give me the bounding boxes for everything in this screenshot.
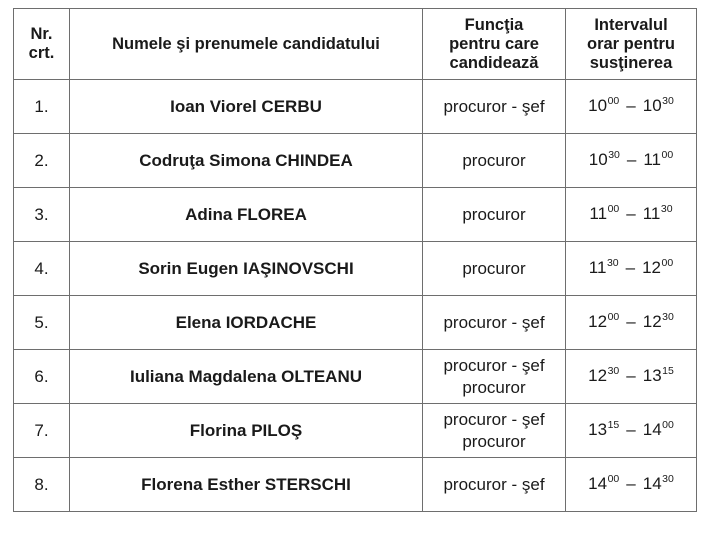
time-interval (566, 242, 697, 296)
start-hour: 10 (588, 149, 608, 169)
function-line: procuror (462, 204, 526, 224)
start-hour: 11 (589, 203, 608, 223)
time-interval (566, 80, 697, 134)
start-hour: 14 (588, 473, 608, 493)
end-hour: 13 (642, 365, 662, 385)
table-row (14, 134, 697, 188)
header-function-line: Funcţia (464, 15, 524, 34)
table-row (14, 242, 697, 296)
table-row (14, 350, 697, 404)
row-number: 8. (14, 458, 70, 512)
end-minute: 15 (662, 364, 674, 377)
candidate-function (423, 242, 566, 296)
row-number: 7. (14, 404, 70, 458)
table-row (14, 80, 697, 134)
candidate-function (423, 404, 566, 458)
candidate-function (423, 350, 566, 404)
header-name (70, 9, 423, 80)
start-hour: 10 (588, 95, 608, 115)
end-hour: 10 (642, 95, 662, 115)
function-line: procuror - şef (443, 312, 545, 332)
candidate-function (423, 134, 566, 188)
start-minute: 00 (607, 202, 620, 215)
interval-separator: – (626, 203, 636, 223)
start-minute: 30 (608, 148, 620, 161)
header-nr-line: Nr. (30, 25, 53, 43)
candidate-name: Adina FLOREA (70, 188, 423, 242)
candidate-name: Elena IORDACHE (70, 296, 423, 350)
candidate-function (423, 188, 566, 242)
start-hour: 13 (588, 419, 608, 439)
time-interval (566, 134, 697, 188)
end-hour: 11 (643, 149, 662, 169)
start-minute: 00 (607, 472, 620, 485)
start-hour: 11 (588, 257, 607, 277)
interval-separator: – (626, 365, 636, 385)
table-row (14, 296, 697, 350)
end-hour: 12 (642, 257, 662, 277)
header-function-line: pentru care (449, 34, 539, 53)
candidate-name: Sorin Eugen IAŞINOVSCHI (70, 242, 423, 296)
end-minute: 30 (660, 202, 673, 215)
function-line: procuror - şef (443, 409, 545, 429)
row-number: 1. (14, 80, 70, 134)
row-number: 4. (14, 242, 70, 296)
row-number: 6. (14, 350, 70, 404)
start-minute: 30 (607, 364, 620, 377)
time-interval (566, 188, 697, 242)
function-line: procuror (462, 150, 526, 170)
start-minute: 00 (607, 94, 620, 107)
header-row (14, 9, 697, 80)
candidate-name: Florina PILOŞ (70, 404, 423, 458)
time-interval (566, 350, 697, 404)
function-line: procuror - şef (443, 355, 545, 375)
candidate-name: Codruţa Simona CHINDEA (70, 134, 423, 188)
candidate-function (423, 458, 566, 512)
start-minute: 00 (607, 310, 620, 323)
header-function-line: candidează (449, 53, 539, 72)
interval-separator: – (626, 95, 636, 115)
start-minute: 15 (607, 418, 620, 431)
candidate-name: Ioan Viorel CERBU (70, 80, 423, 134)
header-name-line: Numele şi prenumele candidatului (112, 34, 380, 53)
function-line: procuror (462, 431, 526, 451)
candidate-name: Iuliana Magdalena OLTEANU (70, 350, 423, 404)
interval-separator: – (626, 311, 636, 331)
time-interval (566, 404, 697, 458)
table-row (14, 188, 697, 242)
end-minute: 30 (662, 310, 674, 323)
function-line: procuror (462, 258, 526, 278)
row-number: 5. (14, 296, 70, 350)
function-line: procuror - şef (443, 96, 545, 116)
end-hour: 12 (642, 311, 662, 331)
end-minute: 00 (662, 418, 674, 431)
start-minute: 30 (606, 256, 619, 269)
end-minute: 30 (662, 94, 674, 107)
candidates-schedule-table (13, 8, 697, 512)
end-minute: 30 (662, 472, 674, 485)
table-row (14, 458, 697, 512)
table-body (14, 80, 697, 512)
header-nr-line: crt. (28, 44, 55, 62)
start-hour: 12 (588, 365, 608, 385)
interval-separator: – (626, 419, 636, 439)
end-hour: 14 (642, 473, 662, 493)
time-interval (566, 458, 697, 512)
header-function (423, 9, 566, 80)
row-number: 2. (14, 134, 70, 188)
row-number: 3. (14, 188, 70, 242)
table-row (14, 404, 697, 458)
end-minute: 00 (661, 256, 674, 269)
header-interval (566, 9, 697, 80)
header-interval-line: susţinerea (589, 53, 673, 72)
interval-separator: – (626, 473, 636, 493)
end-hour: 14 (642, 419, 662, 439)
candidate-name: Florena Esther STERSCHI (70, 458, 423, 512)
function-line: procuror (462, 377, 526, 397)
header-interval-line: Intervalul (594, 15, 668, 34)
interval-separator: – (626, 149, 637, 169)
end-minute: 00 (661, 148, 674, 161)
candidate-function (423, 80, 566, 134)
time-interval (566, 296, 697, 350)
header-nr (14, 9, 70, 80)
candidate-function (423, 296, 566, 350)
interval-separator: – (625, 257, 636, 277)
end-hour: 11 (642, 203, 661, 223)
function-line: procuror - şef (443, 474, 545, 494)
start-hour: 12 (588, 311, 608, 331)
header-interval-line: orar pentru (586, 34, 675, 53)
